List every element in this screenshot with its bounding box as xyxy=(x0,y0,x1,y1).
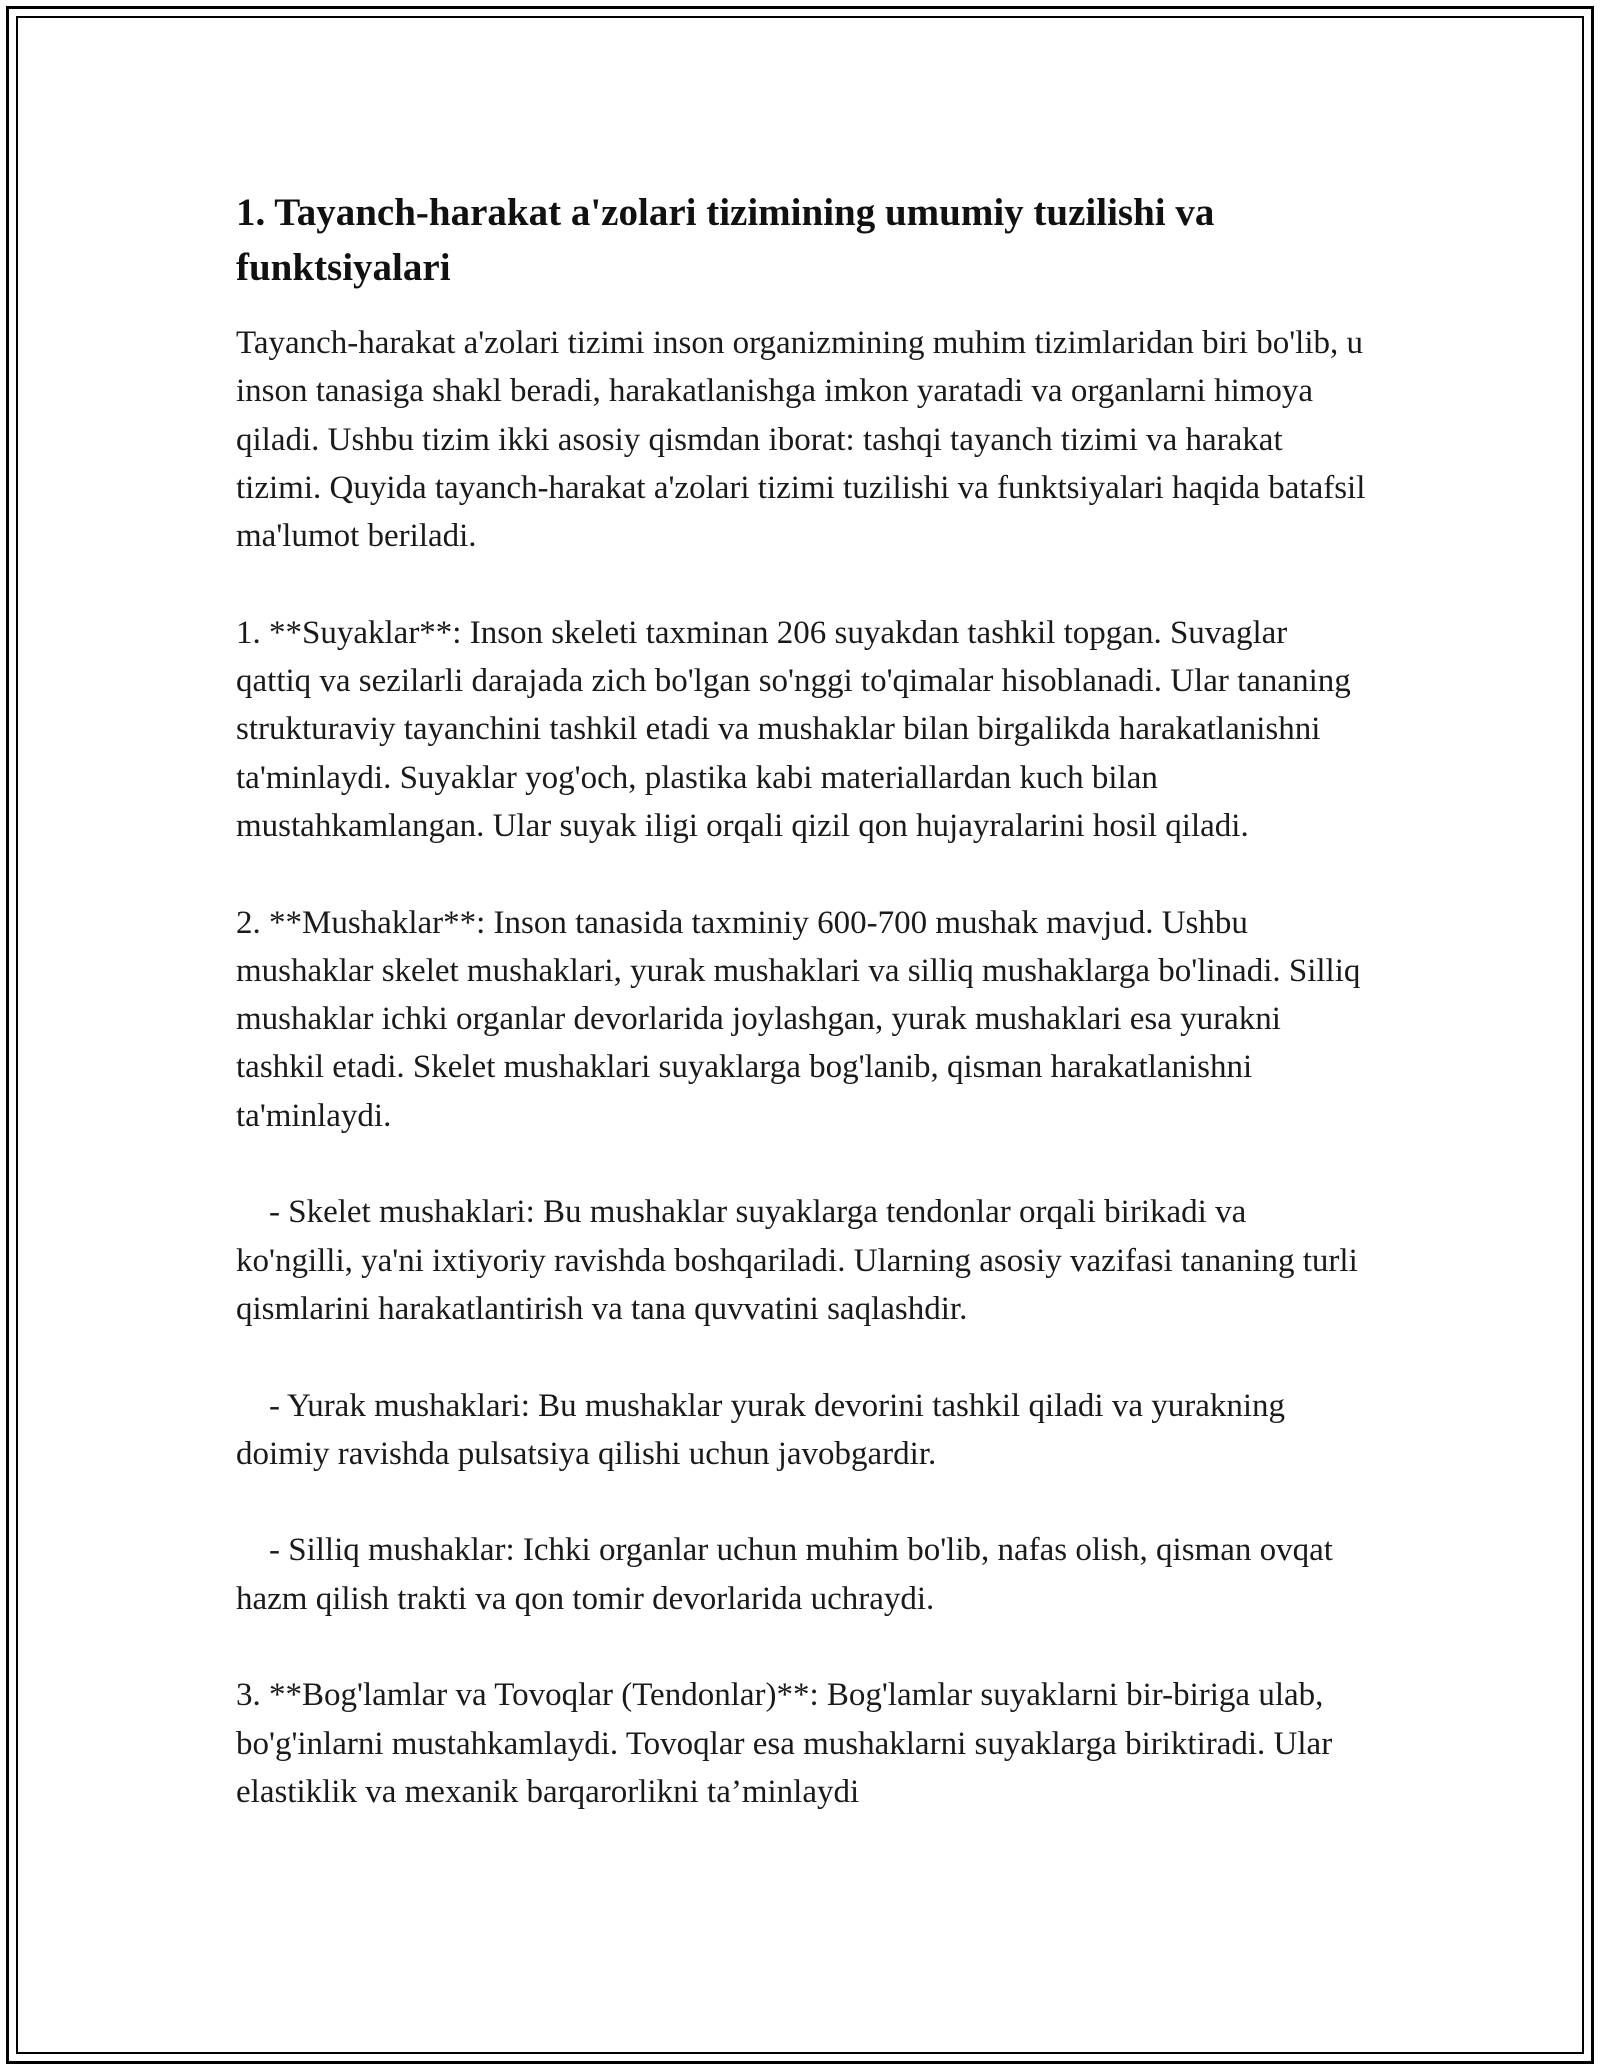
paragraph-cardiac-muscles: - Yurak mushaklari: Bu mushaklar yurak devorini tashkil qiladi va yurakning doimiy ravishda pulsatsiya qilishi uchun javobgardir. xyxy=(236,1387,1294,1472)
paragraph-intro: Tayanch-harakat a'zolari tizimi inson organizmining muhim tizimlaridan biri bo'lib, u inson tanasiga shakl beradi, harakatlanishga imkon yaratadi va organlarni himoya qiladi. Ushbu tizim ikki asosiy qismdan iborat: tashqi tayanch tizimi va harakat tizimi. Quyida tayanch-harakat a'zolari tizimi tuzilishi va funktsiyalari haqida batafsil ma'lumot beriladi. xyxy=(236,325,1374,555)
paragraph-skeletal-muscles: - Skelet mushaklari: Bu mushaklar suyaklarga tendonlar orqali birikadi va ko'ngilli, ya'ni ixtiyoriy ravishda boshqariladi. Ularning asosiy vazifasi tananing turli qismlarini harakatlantirish va tana quvvatini saqlashdir. xyxy=(236,1194,1367,1327)
document-body xyxy=(236,185,1374,1816)
paragraph-ligaments-tendons: 3. **Bog'lamlar va Tovoqlar (Tendonlar)**: Bog'lamlar suyaklarni bir-biriga ulab, bo'g'inlarni mustahkamlaydi. Tovoqlar esa mushaklarni suyaklarga biriktiradi. Ular elastiklik va mexanik barqarorlikni ta’minlaydi xyxy=(236,1677,1341,1810)
document-title: 1. Tayanch-harakat a'zolari tizimining umumiy tuzilishi va funktsiyalari xyxy=(236,191,1215,289)
paragraph-smooth-muscles: - Silliq mushaklar: Ichki organlar uchun muhim bo'lib, nafas olish, qisman ovqat hazm qilish trakti va qon tomir devorlarida uchraydi. xyxy=(236,1532,1342,1617)
paragraph-bones: 1. **Suyaklar**: Inson skeleti taxminan 206 suyakdan tashkil topgan. Suvaglar qattiq va sezilarli darajada zich bo'lgan so'nggi to'qimalar hisoblanadi. Ular tananing strukturaviy tayanchini tashkil etadi va mushaklar bilan birgalikda harakatlanishni ta'minlaydi. Suyaklar yog'och, plastika kabi materiallardan kuch bilan mustahkamlangan. Ular suyak iligi orqali qizil qon hujayralarini hosil qiladi. xyxy=(236,614,1359,844)
paragraph-muscles: 2. **Mushaklar**: Inson tanasida taxminiy 600-700 mushak mavjud. Ushbu mushaklar skelet mushaklari, yurak mushaklari va silliq mushaklarga bo'linadi. Silliq mushaklar ichki organlar devorlarida joylashgan, yurak mushaklari esa yurakni tashkil etadi. Skelet mushaklari suyaklarga bog'lanib, qisman harakatlanishni ta'minlaydi. xyxy=(236,904,1369,1134)
